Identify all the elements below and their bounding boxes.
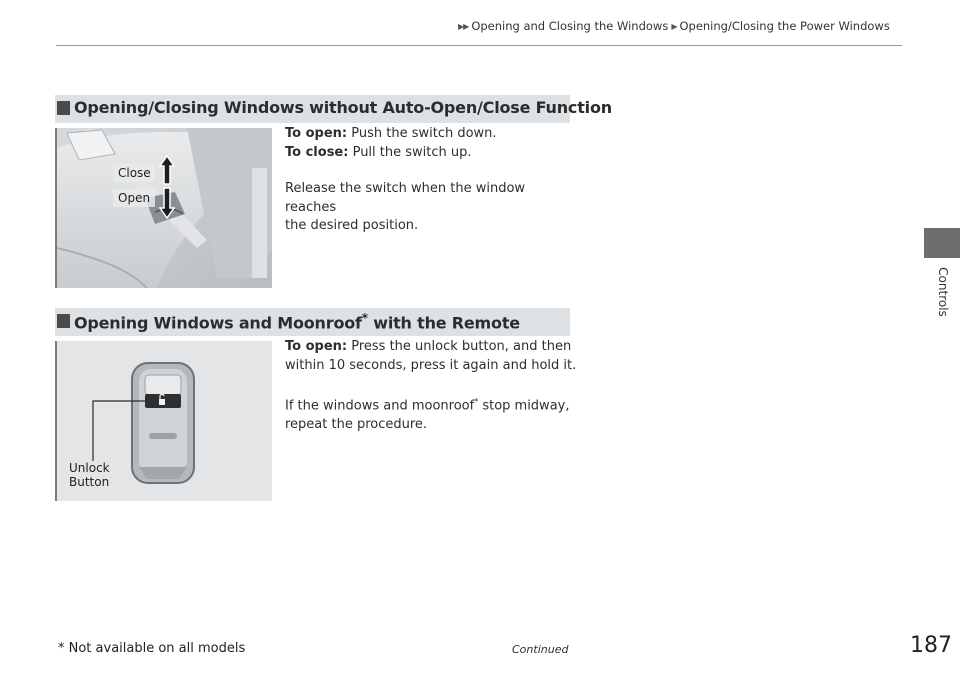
window-switch-illustration [55, 128, 272, 288]
square-bullet-icon [57, 101, 70, 115]
footnote-mark: * [361, 311, 368, 325]
breadcrumb-item[interactable]: Opening/Closing the Power Windows [679, 19, 890, 33]
open-label: Open [118, 191, 151, 205]
breadcrumb [458, 19, 890, 33]
close-term: To close: [285, 144, 349, 160]
unlock-button-label: Unlock Button [69, 461, 110, 489]
footnote: * Not available on all models [58, 641, 246, 656]
open-term: To open: [285, 339, 348, 354]
chapter-label: Controls [936, 267, 950, 317]
header-divider [56, 45, 902, 46]
section2-instructions [285, 338, 580, 434]
close-instruction: Pull the switch up. [348, 144, 472, 160]
section-heading [55, 308, 570, 336]
double-arrow-icon: ▶▶ [458, 21, 469, 31]
stop-note-line1: If the windows and moonroof* stop midway, [285, 397, 570, 414]
stop-note-line2: repeat the procedure. [285, 416, 428, 432]
section-title: Opening Windows and Moonroof* with the Remote [74, 311, 520, 333]
release-note-line2: the desired position. [285, 218, 419, 233]
open-instruction: Press the unlock button, and then [347, 339, 572, 354]
remote-key-illustration [55, 341, 272, 501]
section-heading [55, 95, 612, 123]
arrow-icon: ▶ [671, 21, 677, 31]
open-instruction-cont: within 10 seconds, press it again and hold it. [285, 357, 577, 373]
section1-instructions [285, 125, 575, 236]
close-label: Close [118, 166, 151, 180]
section-title: Opening/Closing Windows without Auto-Open/Close Function [74, 98, 612, 117]
breadcrumb-item[interactable]: Opening and Closing the Windows [471, 19, 669, 33]
square-bullet-icon [57, 314, 70, 328]
window-switch-image [57, 128, 272, 288]
release-note-line1: Release the switch when the window reaches [285, 181, 526, 215]
open-term: To open: [285, 126, 348, 141]
continued-label: Continued [512, 643, 569, 656]
page-number: 187 [910, 633, 952, 658]
open-instruction: Push the switch down. [347, 126, 497, 141]
